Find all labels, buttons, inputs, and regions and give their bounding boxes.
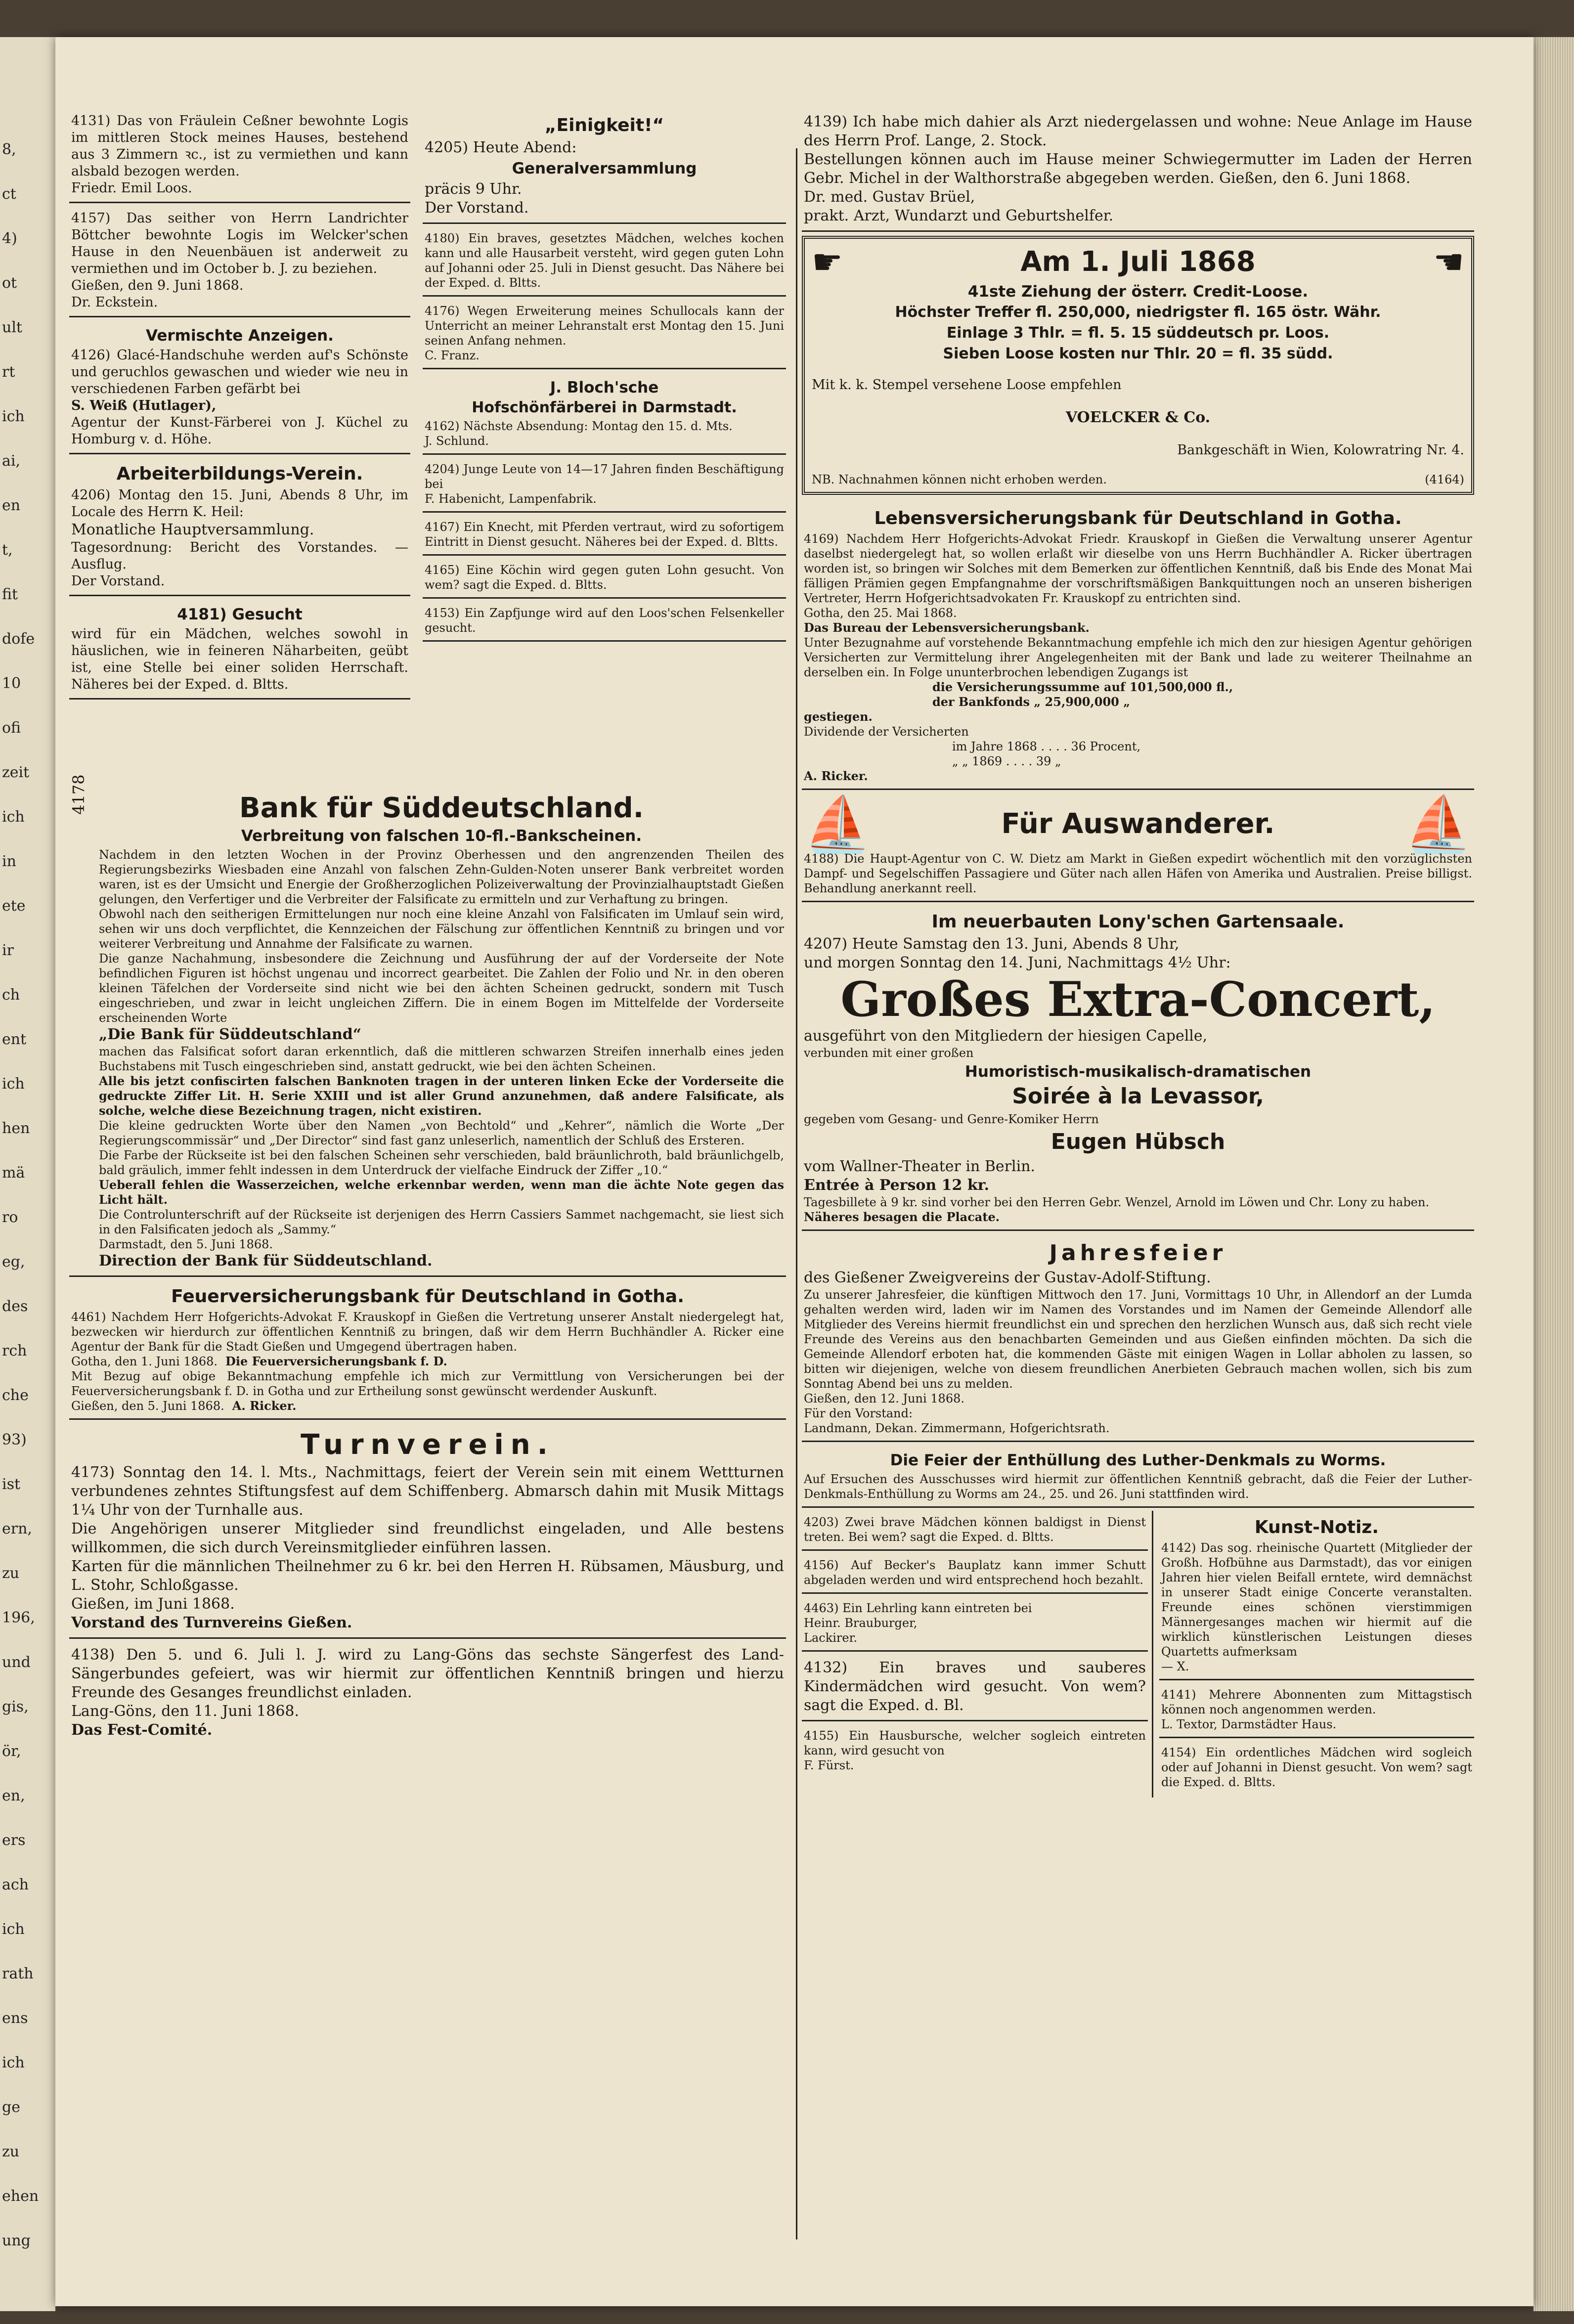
lottery-line: Einlage 3 Thlr. = fl. 5. 15 süddeutsch pr. Loos. bbox=[946, 324, 1330, 342]
leben-place-date: Gotha, den 25. Mai 1868. bbox=[804, 606, 957, 620]
previous-page-fragment: ofi bbox=[2, 719, 21, 737]
previous-page-fragment: che bbox=[2, 1387, 29, 1404]
ad-4167 bbox=[423, 516, 786, 556]
ad-4180 bbox=[423, 227, 786, 297]
previous-page-fragment: ör, bbox=[2, 1743, 21, 1760]
ad-heading: Kunst-Notiz. bbox=[1254, 1517, 1379, 1537]
lottery-line: Sieben Loose kosten nur Thlr. 20 = fl. 35 südd. bbox=[943, 345, 1333, 362]
bank-signature: Direction der Bank für Süddeutschland. bbox=[99, 1252, 433, 1270]
ad-text: 4131) Das von Fräulein Ceßner bewohnte Logis im mittleren Stock meines Hauses, bestehend aus 3 Zimmern ꝛc., ist zu vermiethen und kann alsbald bezogen werden. bbox=[71, 113, 408, 179]
lottery-note: NB. Nachnahmen können nicht erhoben werden. bbox=[812, 473, 1107, 486]
lottery-number: (4164) bbox=[1425, 473, 1464, 486]
ad-text: Bestellungen können auch im Hause meiner Schwiegermutter im Laden der Herren Gebr. Michel in der Walthorstraße abgegeben werden. Gießen, den 6. Juni 1868. bbox=[804, 151, 1472, 187]
previous-page-fragment: hen bbox=[2, 1120, 30, 1137]
previous-page-fragment: 4) bbox=[2, 230, 17, 247]
previous-page-fragment: ich bbox=[2, 1075, 25, 1093]
previous-page-fragment: ens bbox=[2, 2010, 28, 2027]
previous-page-fragment: zeit bbox=[2, 764, 30, 781]
feuer-signature: Die Feuerversicherungsbank f. D. bbox=[225, 1354, 447, 1368]
previous-page-fragment: ich bbox=[2, 408, 25, 425]
concert-line: verbunden mit einer großen bbox=[804, 1046, 974, 1060]
previous-page-fragment: ent bbox=[2, 1031, 27, 1048]
ad-text: 4206) Montag den 15. Juni, Abends 8 Uhr, im Locale des Herrn K. Heil: bbox=[71, 487, 408, 520]
ad-signature: prakt. Arzt, Wundarzt und Geburtshelfer. bbox=[804, 207, 1114, 224]
ad-signature: Lackirer. bbox=[804, 1631, 858, 1645]
small-ads-right bbox=[1153, 1511, 1474, 1798]
ad-signature: — X. bbox=[1161, 1660, 1189, 1673]
previous-page-fragment: ung bbox=[2, 2232, 31, 2249]
concert-title: Großes Extra-Concert, bbox=[840, 971, 1436, 1027]
feuer-paragraph: Mit Bezug auf obige Bekanntmachung empfehle ich mich zur Vermittlung von Versicherungen bei der Feuerversicherungsbank f. D. in Gotha und zur Ertheilung sonst gewünscht werdender Auskunft. bbox=[71, 1369, 784, 1398]
ad-4203 bbox=[802, 1511, 1148, 1551]
ad-4205 bbox=[423, 109, 786, 224]
luther-title: Die Feier der Enthüllung des Luther-Denkmals zu Worms. bbox=[890, 1451, 1386, 1469]
pointing-hand-left-icon: ☚ bbox=[1433, 242, 1464, 282]
previous-page-fragment: dofe bbox=[2, 630, 35, 648]
jahresfeier-notice bbox=[802, 1234, 1474, 1442]
leben-paragraph: 4169) Nachdem Herr Hofgerichts-Advokat Friedr. Krauskopf in Gießen die Verwaltung unserer Agentur daselbst niedergelegt hat, so wollen erlaßt wir dieselbe von uns Herrn Buchhändler A. Ricker übertragen worden ist, so bringen wir Solches mit dem Bemerken zur öffentlichen Kenntniß, daß bis Ende des Monat Mai fälligen Prämien gegen Empfangnahme der vorschriftsmäßigen Bankquittungen noch an unseren bisherigen Vertreter, Herrn Hofgerichtsadvokaten Fr. Krauskopf zu entrichten sind. bbox=[804, 532, 1472, 605]
previous-page-fragment: ist bbox=[2, 1476, 21, 1493]
leben-sum: gestiegen. bbox=[804, 709, 873, 724]
bank-subtitle: Verbreitung von falschen 10-fl.-Bankscheinen. bbox=[241, 827, 642, 845]
concert-line: und morgen Sonntag den 14. Juni, Nachmittags 4½ Uhr: bbox=[804, 954, 1231, 971]
previous-page-fragment: ct bbox=[2, 185, 16, 203]
lottery-line: Höchster Treffer fl. 250,000, niedrigster fl. 165 östr. Währ. bbox=[895, 304, 1381, 321]
previous-page-fragment: ers bbox=[2, 1832, 26, 1849]
ad-text: Tagesordnung: Bericht des Vorstandes. — Ausflug. bbox=[71, 540, 408, 572]
previous-page-fragment: rch bbox=[2, 1342, 27, 1359]
bank-quote: „Die Bank für Süddeutschland“ bbox=[99, 1026, 362, 1043]
left-columns bbox=[69, 109, 786, 1748]
bank-paragraph: machen das Falsificat sofort daran erkenntlich, daß die mittleren schwarzen Streifen innerhalb eines jeden Buchstabens mit Tusch eingeschrieben sind, anstatt gedruckt, wie bei den ächten Scheinen. bbox=[99, 1045, 784, 1073]
previous-page-fragment: 196, bbox=[2, 1609, 35, 1626]
bank-paragraph: Die Controlunterschrift auf der Rückseite ist derjenigen des Herrn Cassiers Sammet nachgemacht, sie liest sich in den Falsificaten jedoch als „Sammy.“ bbox=[99, 1208, 784, 1236]
bank-paragraph: Ueberall fehlen die Wasserzeichen, welche erkennbar werden, wenn man die ächte Note gegen das Licht hält. bbox=[99, 1178, 784, 1207]
bank-title: Bank für Süddeutschland. bbox=[239, 792, 644, 824]
ad-text: 4157) Das seither von Herrn Landrichter Böttcher bewohnte Logis im Welcker'schen Hause in den Neuenbäuen ist anderweit zu vermiethen und im October b. J. zu beziehen. bbox=[71, 211, 408, 276]
ad-4132 bbox=[802, 1655, 1148, 1721]
previous-page-fragment: des bbox=[2, 1298, 28, 1315]
ad-text: 4155) Ein Hausbursche, welcher sogleich eintreten kann, wird gesucht von bbox=[804, 1729, 1146, 1757]
ad-place-date: Gießen, den 9. Juni 1868. bbox=[71, 278, 244, 293]
luther-notice bbox=[802, 1445, 1474, 1508]
feuer-paragraph: 4461) Nachdem Herr Hofgerichts-Advokat F. Krauskopf in Gießen die Vertretung unserer Anstalt niedergelegt hat, bezwecken wir hierdurch zur öffentlichen Kenntniß zu bringen, daß wir dem Herrn Buchhändler A. Ricker eine Agentur der Bank für die Stadt Gießen und Umgegend übertragen haben. bbox=[71, 1310, 784, 1354]
lottery-firm: VOELCKER & Co. bbox=[1065, 409, 1211, 426]
ad-text: 4139) Ich habe mich dahier als Arzt niedergelassen und wohne: Neue Anlage im Hause des Herrn Prof. Lange, 2. Stock. bbox=[804, 113, 1472, 149]
ad-4165 bbox=[423, 559, 786, 599]
ad-signature: Der Vorstand. bbox=[71, 573, 165, 589]
previous-page-fragment: 10 bbox=[2, 675, 21, 692]
previous-page-fragment: 8, bbox=[2, 141, 16, 158]
bank-place-date: Darmstadt, den 5. Juni 1868. bbox=[99, 1237, 273, 1251]
previous-page-fragment: fit bbox=[2, 586, 18, 603]
previous-page-strip bbox=[0, 37, 55, 2311]
saengerfest-notice bbox=[69, 1642, 786, 1745]
previous-page-fragment: t, bbox=[2, 541, 13, 559]
previous-page-fragment: ach bbox=[2, 1876, 29, 1893]
concert-line: ausgeführt von den Mitgliedern der hiesigen Capelle, bbox=[804, 1027, 1208, 1045]
turnverein-notice bbox=[69, 1423, 786, 1639]
ad-4154 bbox=[1159, 1741, 1474, 1795]
concert-line: Näheres besagen die Placate. bbox=[804, 1210, 1000, 1224]
lottery-address: Bankgeschäft in Wien, Kolowratring Nr. 4. bbox=[1177, 442, 1464, 458]
ad-text: 4156) Auf Becker's Bauplatz kann immer Schutt abgeladen werden und wird entsprechend hoch bezahlt. bbox=[804, 1558, 1146, 1587]
previous-page-fragment: ich bbox=[2, 2054, 25, 2071]
jahresfeier-place-date: Gießen, den 12. Juni 1868. bbox=[804, 1392, 964, 1405]
ad-4155 bbox=[802, 1724, 1148, 1778]
saengerfest-signature: Das Fest-Comité. bbox=[71, 1721, 213, 1739]
leben-dividend: Dividende der Versicherten bbox=[804, 725, 969, 739]
ad-heading: 4181) Gesucht bbox=[177, 606, 303, 623]
ad-4157 bbox=[69, 206, 410, 317]
section-heading: Vermischte Anzeigen. bbox=[146, 327, 334, 345]
leben-paragraph: Unter Bezugnahme auf vorstehende Bekanntmachung empfehle ich mich den zur hiesigen Agentur gehörigen Versicherten zur Vermittelung ihrer Angelegenheiten mit der Bank und lade zu weiterer Theilnahme an derselben ein. In Folge ununterbrochen lebendigen Zugangs ist bbox=[804, 636, 1472, 679]
bank-paragraph: Nachdem in den letzten Wochen in der Provinz Oberhessen und den angrenzenden Theilen des Regierungsbezirks Wiesbaden eine Anzahl von falschen Zehn-Gulden-Noten unserer Bank verbreitet worden waren, ist es der Umsicht und Energie der Großherzoglichen Polizeiverwaltung der Provinzialhauptstadt Gießen gelungen, den Verfertiger und die Verbreiter der Falsificate zu ermitteln und zur Verhaftung zu bringen. bbox=[99, 848, 784, 906]
ad-heading: J. Bloch'sche bbox=[550, 379, 659, 396]
ad-4162 bbox=[423, 372, 786, 455]
ad-subheading: Generalversammlung bbox=[512, 160, 697, 177]
ad-signature: L. Textor, Darmstädter Haus. bbox=[1161, 1717, 1337, 1731]
leben-sum: der Bankfonds „ 25,900,000 „ bbox=[932, 695, 1131, 709]
previous-page-fragment: ult bbox=[2, 319, 22, 336]
previous-page-fragment: ich bbox=[2, 1921, 25, 1938]
ad-signature: J. Schlund. bbox=[425, 434, 489, 448]
leben-sum: die Versicherungssumme auf 101,500,000 fl., bbox=[932, 680, 1233, 694]
column-divider bbox=[796, 148, 797, 2239]
ad-text: 4203) Zwei brave Mädchen können baldigst in Dienst treten. Bei wem? sagt die Exped. d. Bltts. bbox=[804, 1515, 1146, 1544]
feuer-notice bbox=[69, 1280, 786, 1420]
ad-signature: Dr. med. Gustav Brüel, bbox=[804, 188, 975, 206]
ad-text: 4154) Ein ordentliches Mädchen wird sogleich oder auf Johanni in Dienst gesucht. Von wem? sagt die Exped. d. Bltts. bbox=[1161, 1746, 1472, 1789]
bank-paragraph: Die Farbe der Rückseite ist bei den falschen Scheinen sehr verschieden, bald bräunlichroth, bald bräunlichgelb, bald gräulich, immer fehlt indessen in dem Unterdruck der vielfache Eindruck der Ziffer „10.“ bbox=[99, 1148, 784, 1177]
ad-4153 bbox=[423, 602, 786, 642]
ad-text: 4165) Eine Köchin wird gegen guten Lohn gesucht. Von wem? sagt die Exped. d. Bltts. bbox=[425, 563, 784, 592]
ad-text: 4141) Mehrere Abonnenten zum Mittagstisch können noch angenommen werden. bbox=[1161, 1688, 1472, 1716]
bank-paragraph: Alle bis jetzt confiscirten falschen Banknoten tragen in der unteren linken Ecke der Vorderseite die gedruckte Ziffer Lit. H. Serie XXIII und ist aller Grund anzunehmen, daß andere Falsificate, als solche, welche diese Bezeichnung tragen, nicht existiren. bbox=[99, 1074, 784, 1118]
ad-signature: Friedr. Emil Loos. bbox=[71, 180, 192, 196]
concert-venue: Im neuerbauten Lony'schen Gartensaale. bbox=[931, 912, 1345, 932]
ad-time: präcis 9 Uhr. bbox=[425, 180, 522, 198]
concert-line: 4207) Heute Samstag den 13. Juni, Abends 8 Uhr, bbox=[804, 935, 1180, 953]
previous-page-fragment: zu bbox=[2, 1565, 20, 1582]
previous-page-fragment: ete bbox=[2, 897, 26, 915]
jahresfeier-signature: Für den Vorstand: bbox=[804, 1406, 913, 1420]
previous-page-fragment: 93) bbox=[2, 1431, 27, 1448]
feuer-place-date: Gießen, den 5. Juni 1868. bbox=[71, 1399, 224, 1413]
pointing-hand-right-icon: ☛ bbox=[812, 242, 843, 282]
luther-paragraph: Auf Ersuchen des Ausschusses wird hiermit zur öffentlichen Kenntniß gebracht, daß die Feier der Luther-Denkmals-Enthüllung zu Worms am 24., 25. und 26. Juni stattfinden wird. bbox=[804, 1472, 1472, 1501]
ad-4126 bbox=[69, 320, 410, 454]
ship-icon: ⛵ bbox=[1404, 792, 1472, 856]
leben-dividend: „ „ 1869 . . . . 39 „ bbox=[952, 754, 1061, 768]
concert-soiree: Soirée à la Levassor, bbox=[1012, 1084, 1264, 1109]
ad-4156 bbox=[802, 1554, 1148, 1594]
right-column bbox=[802, 109, 1474, 1798]
previous-page-fragment: gis, bbox=[2, 1698, 29, 1715]
concert-line: vom Wallner-Theater in Berlin. bbox=[804, 1158, 1036, 1175]
turnverein-place-date: Gießen, im Juni 1868. bbox=[71, 1595, 235, 1613]
leben-signature: A. Ricker. bbox=[804, 769, 868, 783]
feuer-place-date: Gotha, den 1. Juni 1868. bbox=[71, 1355, 218, 1368]
ad-text: 4205) Heute Abend: bbox=[425, 139, 577, 156]
ad-text: 4142) Das sog. rheinische Quartett (Mitglieder der Großh. Hofbühne aus Darmstadt), das vor einigen Jahren hier vielen Beifall erntete, wird demnächst in unserer Stadt einige Concerte veranstalten. Freunde eines schönen vierstimmigen Männergesanges machen wir hiermit auf die wirklich künstlerischen Leistungen dieses Quartetts aufmerksam bbox=[1161, 1541, 1472, 1659]
previous-page-fragment: ern, bbox=[2, 1520, 32, 1537]
ship-icon: ⛵ bbox=[804, 792, 872, 856]
previous-page-fragment: ch bbox=[2, 986, 20, 1004]
ad-signature: Dr. Eckstein. bbox=[71, 295, 158, 310]
ad-text: wird für ein Mädchen, welches sowohl in häuslichen, wie in feineren Näharbeiten, geübt ist, eine Stelle bei einer soliden Herrschaft. Näheres bei der Exped. d. Bltts. bbox=[71, 626, 408, 692]
previous-page-fragment: eg, bbox=[2, 1253, 25, 1271]
concert-line: Humoristisch-musikalisch-dramatischen bbox=[964, 1063, 1312, 1081]
small-ads-block bbox=[802, 1511, 1474, 1798]
ad-signature: F. Habenicht, Lampenfabrik. bbox=[425, 492, 597, 506]
ad-4131 bbox=[69, 109, 410, 203]
concert-line: Tagesbillete à 9 kr. sind vorher bei den Herren Gebr. Wenzel, Arnold im Löwen und Chr. Lony zu haben. bbox=[804, 1195, 1430, 1209]
turnverein-paragraph: Karten für die männlichen Theilnehmer zu 6 kr. bei den Herren H. Rübsamen, Mäusburg, und L. Stohr, Schloßgasse. bbox=[71, 1558, 784, 1594]
ad-4141 bbox=[1159, 1683, 1474, 1738]
leben-dividend: im Jahre 1868 . . . . 36 Procent, bbox=[952, 740, 1141, 753]
feuer-title: Feuerversicherungsbank für Deutschland in Gotha. bbox=[171, 1286, 684, 1307]
auswanderer-ad bbox=[802, 793, 1474, 902]
side-ad-number: 4178 bbox=[69, 774, 88, 815]
leben-title: Lebensversicherungsbank für Deutschland in Gotha. bbox=[874, 508, 1402, 528]
ad-name: S. Weiß (Hutlager), bbox=[71, 398, 217, 413]
jahresfeier-subtitle: des Gießener Zweigvereins der Gustav-Adolf-Stiftung. bbox=[804, 1269, 1211, 1286]
ad-4142 bbox=[1159, 1511, 1474, 1680]
ad-text: 4126) Glacé-Handschuhe werden auf's Schönste und geruchlos gewaschen und wieder wie neu in verschiedenen Farben gefärbt bei bbox=[71, 348, 408, 396]
lottery-line: Mit k. k. Stempel versehene Loose empfehlen bbox=[812, 377, 1122, 393]
bank-paragraph: Die ganze Nachahmung, insbesondere die Zeichnung und Ausführung der auf der Vorderseite der Note befindlichen Figuren ist höchst ungenau und incorrect gearbeitet. Die Zahlen der Folio und Nr. in den oberen kleinen Täfelchen der Vorderseite sind nicht wie bei den ächten Scheinen gedruckt, sondern mit Tusch eingeschrieben, und zwar in leicht ungleichen Ziffern. Die in einem Bogen im Mittelfelde der Vorderseite erscheinenden Worte bbox=[99, 952, 784, 1025]
concert-ad bbox=[802, 905, 1474, 1231]
ad-4206 bbox=[69, 457, 410, 596]
ad-heading: „Einigkeit!“ bbox=[544, 115, 664, 135]
previous-page-fragment: en, bbox=[2, 1787, 25, 1804]
ad-signature: F. Fürst. bbox=[804, 1758, 854, 1772]
bank-notice bbox=[69, 786, 786, 1277]
ad-signature: C. Franz. bbox=[425, 349, 480, 362]
jahresfeier-title: Jahresfeier bbox=[1049, 1240, 1227, 1266]
ad-text: 4463) Ein Lehrling kann eintreten bei bbox=[804, 1601, 1032, 1615]
turnverein-title: Turnverein. bbox=[301, 1429, 555, 1461]
previous-page-fragment: und bbox=[2, 1654, 31, 1671]
previous-page-fragment: ro bbox=[2, 1209, 18, 1226]
saengerfest-paragraph: 4138) Den 5. und 6. Juli l. J. wird zu Lang-Göns das sechste Sängerfest des Land-Sängerbundes gefeiert, was wir hiermit zur öffentlichen Kenntniß bringen und hierzu Freunde des Gesanges freundlichst einladen. bbox=[71, 1646, 784, 1701]
previous-page-fragment: rt bbox=[2, 363, 15, 381]
jahresfeier-signature: Landmann, Dekan. Zimmermann, Hofgerichtsrath. bbox=[804, 1421, 1110, 1435]
lottery-title: Am 1. Juli 1868 bbox=[1020, 246, 1256, 278]
lottery-line: 41ste Ziehung der österr. Credit-Loose. bbox=[967, 283, 1309, 301]
bank-paragraph: Obwohl nach den seitherigen Ermittelungen nur noch eine kleine Anzahl von Falsificaten im Umlauf sein wird, sehen wir uns doch verpflichtet, die Kennzeichen der Fälschung zur öffentlichen Kenntniß zu bringen und vor weiterer Verbreitung und Annahme der Falsificate zu warnen. bbox=[99, 907, 784, 951]
ad-text: 4167) Ein Knecht, mit Pferden vertraut, wird zu sofortigem Eintritt in Dienst gesucht. Näheres bei der Exped. d. Bltts. bbox=[425, 520, 784, 549]
concert-performer: Eugen Hübsch bbox=[1050, 1129, 1225, 1154]
saengerfest-place-date: Lang-Göns, den 11. Juni 1868. bbox=[71, 1703, 300, 1720]
bank-paragraph: Die kleine gedruckten Worte über den Namen „von Bechtold“ und „Kehrer“, nämlich die Worte „Der Regierungscommissär“ und „Der Director“ sind fast ganz unleserlich, namentlich der Schluß des Ersteren. bbox=[99, 1119, 784, 1147]
previous-page-fragment: ir bbox=[2, 942, 14, 959]
ad-4139 bbox=[802, 109, 1474, 232]
ad-4463 bbox=[802, 1597, 1148, 1652]
turnverein-paragraph: Die Angehörigen unserer Mitglieder sind freundlichst eingeladen, und Alle bestens willkommen, die sich durch Vereinsmitglieder einführen lassen. bbox=[71, 1520, 784, 1556]
previous-page-fragment: mä bbox=[2, 1164, 25, 1182]
previous-page-fragment: rath bbox=[2, 1965, 34, 1982]
ad-4204 bbox=[423, 458, 786, 513]
previous-page-fragment: ot bbox=[2, 274, 17, 292]
leben-notice bbox=[802, 502, 1474, 790]
leben-signature: Das Bureau der Lebensversicherungsbank. bbox=[804, 620, 1090, 635]
ad-signature: Der Vorstand. bbox=[425, 199, 529, 217]
previous-page-fragment: ai, bbox=[2, 452, 21, 470]
previous-page-fragment: zu bbox=[2, 2143, 20, 2160]
ad-text: 4180) Ein braves, gesetztes Mädchen, welches kochen kann und alle Hausarbeit versteht, wird gegen guten Lohn auf Johanni oder 25. Juli in Dienst gesucht. Das Nähere bei der Exped. d. Bltts. bbox=[425, 231, 784, 290]
ad-text: 4153) Ein Zapfjunge wird auf den Loos'schen Felsenkeller gesucht. bbox=[425, 606, 784, 635]
ad-text: 4162) Nächste Absendung: Montag den 15. d. Mts. bbox=[425, 419, 733, 433]
previous-page-fragment: ge bbox=[2, 2099, 20, 2116]
ad-subheading: Hofschönfärberei in Darmstadt. bbox=[472, 399, 737, 416]
ad-signature: Heinr. Brauburger, bbox=[804, 1616, 918, 1630]
previous-page-fragment: in bbox=[2, 853, 16, 870]
ad-4181 bbox=[69, 599, 410, 700]
concert-line: gegeben vom Gesang- und Genre-Komiker Herrn bbox=[804, 1112, 1099, 1126]
lottery-ad bbox=[802, 236, 1474, 495]
turnverein-paragraph: 4173) Sonntag den 14. l. Mts., Nachmittags, feiert der Verein sein mit einem Wettturnen verbundenes zehntes Stiftungsfest auf dem Schiffenberg. Abmarsch dahin mit Musik Mittags 1¼ Uhr von der Turnhalle aus. bbox=[71, 1464, 784, 1519]
ad-subheading: Monatliche Hauptversammlung. bbox=[71, 521, 314, 538]
ad-4176 bbox=[423, 300, 786, 369]
jahresfeier-paragraph: Zu unserer Jahresfeier, die künftigen Mittwoch den 17. Juni, Vormittags 10 Uhr, in Allendorf an der Lumda gehalten werden wird, laden wir im Namen des Vorstandes und im Namen der Gemeinde Allendorf alle Mitglieder des Vereins hiermit freundlichst ein und sprechen den herzlichen Wunsch aus, daß sich recht viele Freunde des Vereins aus den benachbarten Gemeinden und aus Gießen einfinden möchten. Da sich die Gemeinde Allendorf erboten hat, die kommenden Gäste mit einigen Wagen in Lollar abholen zu lassen, so bitten wir diejenigen, welche von diesem freundlichen Anerbieten Gebrauch machen wollen, sich bis zum Sonntag Abend bei uns zu melden. bbox=[804, 1288, 1472, 1391]
previous-page-fragment: ehen bbox=[2, 2188, 39, 2205]
ad-text: Agentur der Kunst-Färberei von J. Küchel zu Homburg v. d. Höhe. bbox=[71, 415, 408, 447]
previous-page-fragment: ich bbox=[2, 808, 25, 826]
ad-text: 4204) Junge Leute von 14—17 Jahren finden Beschäftigung bei bbox=[425, 462, 784, 491]
ad-heading: Arbeiterbildungs-Verein. bbox=[116, 464, 363, 484]
ad-text: 4176) Wegen Erweiterung meines Schullocals kann der Unterricht an meiner Lehranstalt erst Montag den 15. Juni seinen Anfang nehmen. bbox=[425, 304, 784, 348]
feuer-signature: A. Ricker. bbox=[232, 1399, 297, 1413]
ad-text: 4132) Ein braves und sauberes Kindermädchen wird gesucht. Von wem? sagt die Exped. d. Bl. bbox=[804, 1659, 1146, 1714]
auswanderer-title: Für Auswanderer. bbox=[1001, 808, 1275, 840]
concert-entry: Entrée à Person 12 kr. bbox=[804, 1177, 990, 1194]
page-stack-edge bbox=[1533, 37, 1574, 2311]
auswanderer-text: 4188) Die Haupt-Agentur von C. W. Dietz am Markt in Gießen expedirt wöchentlich mit den vorzüglichsten Dampf- und Segelschiffen Passagiere und Güter nach allen Häfen von Amerika und Australien. Preise billigst. Behandlung anerkannt reell. bbox=[804, 852, 1472, 895]
left-subcolumn-1 bbox=[69, 109, 410, 702]
turnverein-signature: Vorstand des Turnvereins Gießen. bbox=[71, 1614, 352, 1631]
left-subcolumn-2 bbox=[423, 109, 786, 645]
previous-page-fragment: en bbox=[2, 497, 21, 514]
small-ads-left bbox=[802, 1511, 1153, 1798]
